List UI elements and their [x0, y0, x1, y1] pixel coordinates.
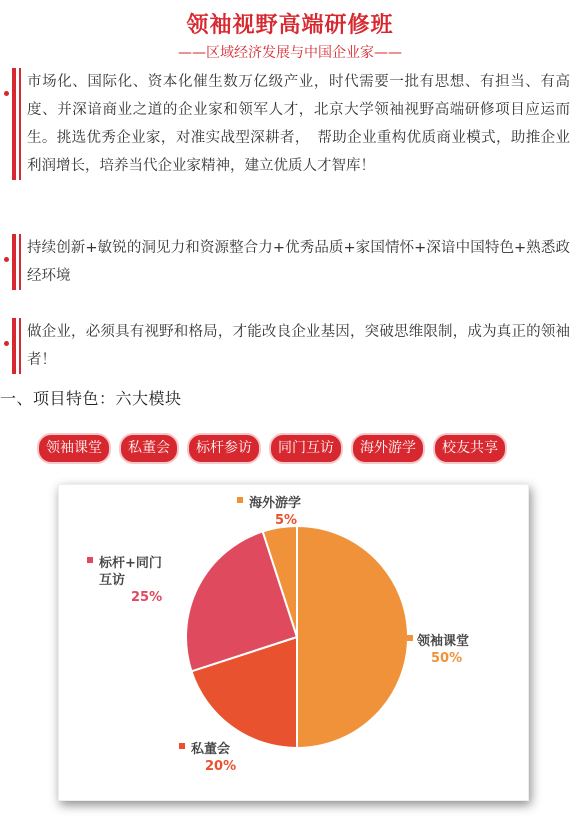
slice-name-label-leader-classroom: 领袖课堂 [417, 634, 470, 649]
bullet-dot [4, 91, 9, 96]
legend-marker-benchmark-peer-visit [87, 557, 93, 563]
tag-overseas-study[interactable]: 海外游学 [351, 433, 425, 464]
page-title: 领袖视野高端研修班 [186, 13, 394, 38]
pie-chart-frame [58, 484, 529, 801]
bullet-dot [4, 257, 9, 262]
accent-bar [12, 318, 21, 374]
slice-percent-label-leader-classroom: 50% [431, 651, 463, 666]
module-tags [37, 433, 507, 464]
tag-private-board[interactable]: 私董会 [119, 433, 179, 464]
pie-slice-leader-classroom [297, 526, 408, 748]
slice-name-label-benchmark-peer-visit: 互访 [99, 573, 126, 588]
pie-chart [59, 485, 528, 800]
vision-paragraph [0, 318, 570, 374]
slice-name-label-overseas-study: 海外游学 [249, 496, 302, 511]
accent-bar [12, 234, 21, 290]
legend-marker-leader-classroom [407, 635, 413, 641]
section-heading: 一、项目特色：六大模块 [0, 389, 182, 408]
legend-marker-private-board [179, 743, 185, 749]
slice-name-label-benchmark-peer-visit: 标杆+同门 [99, 556, 162, 571]
accent-bar [12, 68, 21, 180]
intro-paragraph [0, 68, 570, 180]
qualities-paragraph [0, 234, 570, 290]
page-subtitle: ——区域经济发展与中国企业家—— [178, 45, 402, 61]
paragraph-text: 做企业，必须具有视野和格局，才能改良企业基因，突破思维限制，成为真正的领袖者！ [27, 324, 570, 368]
legend-marker-overseas-study [237, 497, 243, 503]
slice-percent-label-private-board: 20% [205, 759, 237, 774]
bullet-dot [4, 341, 9, 346]
paragraph-text: 市场化、国际化、资本化催生数万亿级产业，时代需要一批有思想、有担当、有高度、并深谙商业之道的企业家和领军人才，北京大学领袖视野高端研修项目应运而生。挑选优秀企业家，对准实战型深耕者， 帮助企业重构优质商业模式，助推企业利润增长，培养当代企业家精神，建立优质人才智库！ [27, 74, 570, 174]
tag-leader-classroom[interactable]: 领袖课堂 [37, 433, 111, 464]
tag-benchmark-visit[interactable]: 标杆参访 [187, 433, 261, 464]
slice-percent-label-benchmark-peer-visit: 25% [131, 590, 163, 605]
slice-percent-label-overseas-study: 5% [275, 513, 298, 528]
tag-peer-visit[interactable]: 同门互访 [269, 433, 343, 464]
slice-name-label-private-board: 私董会 [191, 742, 231, 757]
tag-alumni-share[interactable]: 校友共享 [433, 433, 507, 464]
paragraph-text: 持续创新+敏锐的洞见力和资源整合力+优秀品质+家国情怀+深谙中国特色+熟悉政经环境 [27, 240, 570, 284]
